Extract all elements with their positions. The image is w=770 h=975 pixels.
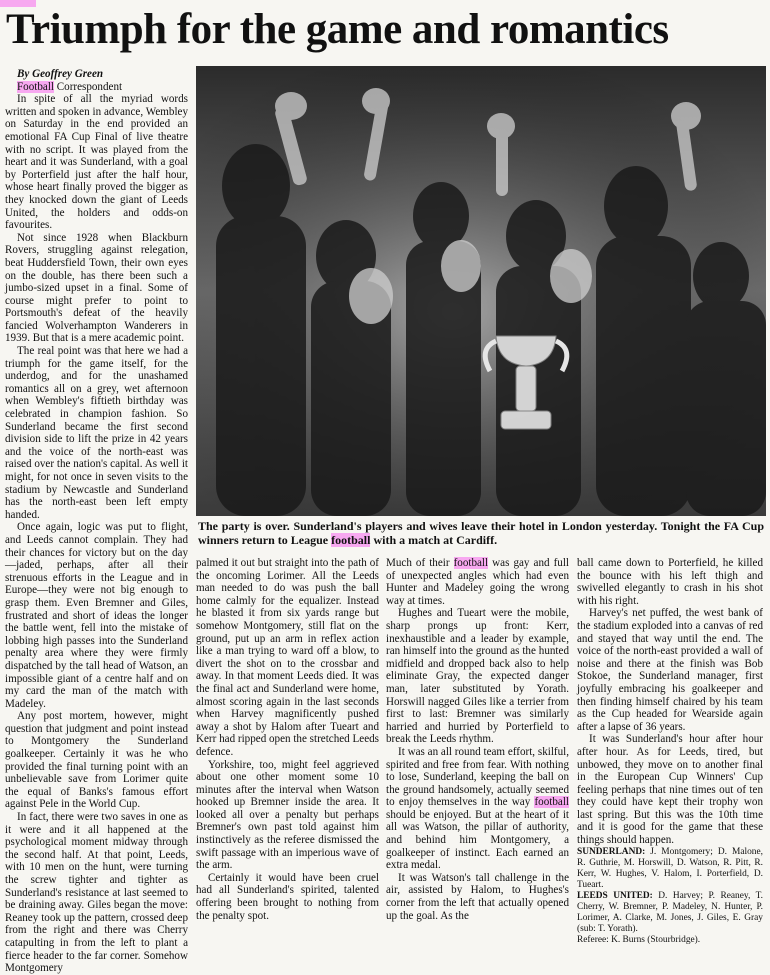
paragraph: In spite of all the myriad words written and spoken in advance, Wembley on Saturday in the end provided an emotional FA Cup Final of live theatre with no script. It was played from the heart and it was Sunderland, with a goal by Porterfield just after the half hour, whose heart finally proved the bigger as they knocked down the giant of Leeds United, the holders and odds-on favourites. xyxy=(5,93,188,232)
highlighted-term: football xyxy=(331,533,371,547)
paragraph: It was Watson's tall challenge in the air, assisted by Halom, to Hughes's corner from the left that actually opened up the goal. As the xyxy=(386,871,569,922)
team-lineup-leeds: LEEDS UNITED: D. Harvey; P. Reaney, T. Cherry, W. Bremner, P. Madeley, N. Hunter, P. Lorimer, A. Clarke, M. Jones, J. Giles, E. Gray (sub: T. Yorath). xyxy=(577,890,763,934)
paragraph: Much of their football was gay and full of unexpected angles which had even Hunter and Madeley going the wrong way at times. xyxy=(386,557,569,607)
byline: By Geoffrey Green xyxy=(17,68,104,80)
paragraph: palmed it out but straight into the path of the oncoming Lorimer. All the Leeds man needed to do was push the ball home calmly for the equalizer. Instead he blasted it from six yards range but somehow Montgomery, still flat on the ground, put up an arm in reflex action like a man trying to ward off a blow, to divert the shot on to the crossbar and away. In that moment Leeds died. It was the final act and Sunderland were home, almost scoring again in the last seconds when Harvey magnificently pushed away a shot by Halom after Tueart and Kerr had ripped open the stretched Leeds defence. xyxy=(196,557,379,758)
referee-line: Referee: K. Burns (Stourbridge). xyxy=(577,934,701,945)
paragraph: Once again, logic was put to flight, and Leeds cannot complain. They had their chances for victory but on the day—jaded, perhaps, after all their strenuous efforts in the League and in Europe—they were not big enough to grasp them. Even Bremner and Giles, frustrated and short of ideas the longer the battle went, fell into the mistake of lobbing high passes into the Sunderland penalty area where they were firmly dispatched by the tall head of Watson, an impossible giant of a centre half and on my card the man of the match with Madeley. xyxy=(5,521,188,710)
paragraph: Not since 1928 when Blackburn Rovers, struggling against relegation, beat Huddersfield Town, their own eyes on the double, has there been such a jumbo-sized upset in a final. Some of course might prefer to point to Portsmouth's defeat of the heavily fancied Wolverhampton Wanderers in 1939. But that is a mere academic point. xyxy=(5,231,188,345)
paragraph: It was an all round team effort, skilful, spirited and free from fear. With nothing to lose, Sunderland, keeping the ball on the ground handsomely, actually seemed to enjoy themselves in the way football should be enjoyed. But at the heart of it all was Watson, the pillar of authority, and behind him Montgomery, a goalkeeper of instinct. Each earned an extra medal. xyxy=(386,745,569,872)
paragraph: Yorkshire, too, might feel aggrieved about one other moment some 10 minutes after the interval when Watson hooked up Bremner inside the area. It looked all over a penalty but perhaps Bremner's own past told against him instinctively as the referee dismissed the swift passage with an imperious wave of the arm. xyxy=(196,758,379,872)
paragraph: Hughes and Tueart were the mobile, sharp prongs up front: Kerr, inexhaustible and a leader by example, ran himself into the ground as the hunted midfield and dropped back also to help eliminate Gray, the expected danger man, later substituted by Yorath. Horswill nagged Giles like a terrier from first to last: Bremner was similarly harried and hurried by Porterfield to break the Leeds rhythm. xyxy=(386,607,569,746)
paragraph: ball came down to Porterfield, he killed the bounce with his left thigh and swivelled elegantly to crash in his shot with his right. xyxy=(577,557,763,607)
article-column-1 xyxy=(5,68,188,975)
highlighted-term: Football xyxy=(17,80,54,93)
correspondent-line xyxy=(5,81,188,94)
photo-caption xyxy=(198,519,764,547)
caption-text: The party is over. Sunderland's players and wives leave their hotel in London yesterday. Tonight the FA Cup winners return to League xyxy=(198,519,764,547)
paragraph: In fact, there were two saves in one as it were and it all happened at the psychological moment midway through the second half. At that point, Leeds, with 10 men on the hunt, were turning the screw tighter and tighter as Sunderland's resistance at last seemed to be draining away. Giles began the move: Reaney took up the pattern, crossed deep from the right and there was Cherry catapulting in from the left to plant a fierce header to the far corner. Somehow Montgomery xyxy=(5,811,188,975)
paragraph: The real point was that here we had a triumph for the game itself, for the underdog, and for the unashamed romantics all on a grey, wet afternoon when Wembley's fiftieth birthday was celebrated in champion fashion. So Sunderland became the first second division side to lift the prize in 42 years and the voice of the north-east was raised over the nation's capital. As well it might, for not once in seven visits to the stadium by Newcastle and Sunderland has the north-east been left empty handed. xyxy=(5,345,188,521)
article-column-2 xyxy=(196,557,379,922)
correspondent-title: Correspondent xyxy=(53,80,123,93)
paragraph: Any post mortem, however, might question that judgment and point instead to Montgomery the Sunderland goalkeeper. Certainly it was he who provided the final turning point with an unbelievable save from Lorimer quite the equal of Banks's famous effort against Pele in the World Cup. xyxy=(5,710,188,811)
highlighted-term: football xyxy=(534,796,569,809)
photo-illustration xyxy=(196,66,766,516)
paragraph: Harvey's net puffed, the west bank of the stadium exploded into a canvas of red and stayed that way until the end. The voice of the north-east provided a wall of noise and there at the finish was Bob Stokoe, the Sunderland manager, first joyfully embracing his goalkeeper and then finding himself chaired by his team as the Cup headed for Wearside again after a lapse of 36 years. xyxy=(577,607,763,733)
highlighted-term: football xyxy=(453,557,489,569)
paragraph: It was Sunderland's hour after hour after hour. As for Leeds, tired, but unbowed, they move on to another final in the European Cup Winners' Cup feeling perhaps that nine times out of ten they could have kept their trophy won last spring. But this was the 10th time and it is good for the game that these things should happen. xyxy=(577,733,763,847)
article-column-3 xyxy=(386,557,569,922)
team-celebration-photo xyxy=(196,66,766,516)
headline: Triumph for the game and romantics xyxy=(6,6,669,53)
article-column-4 xyxy=(577,557,763,946)
caption-text: with a match at Cardiff. xyxy=(370,533,498,547)
team-lineup-sunderland: SUNDERLAND: J. Montgomery; D. Malone, R. Guthrie, M. Horswill, D. Watson, R. Pitt, R. Kerr, W. Hughes, V. Halom, I. Porterfield, D. Tueart. xyxy=(577,846,763,890)
paragraph: Certainly it would have been cruel had all Sunderland's spirited, talented offering been brought to nothing from the penalty spot. xyxy=(196,871,379,922)
